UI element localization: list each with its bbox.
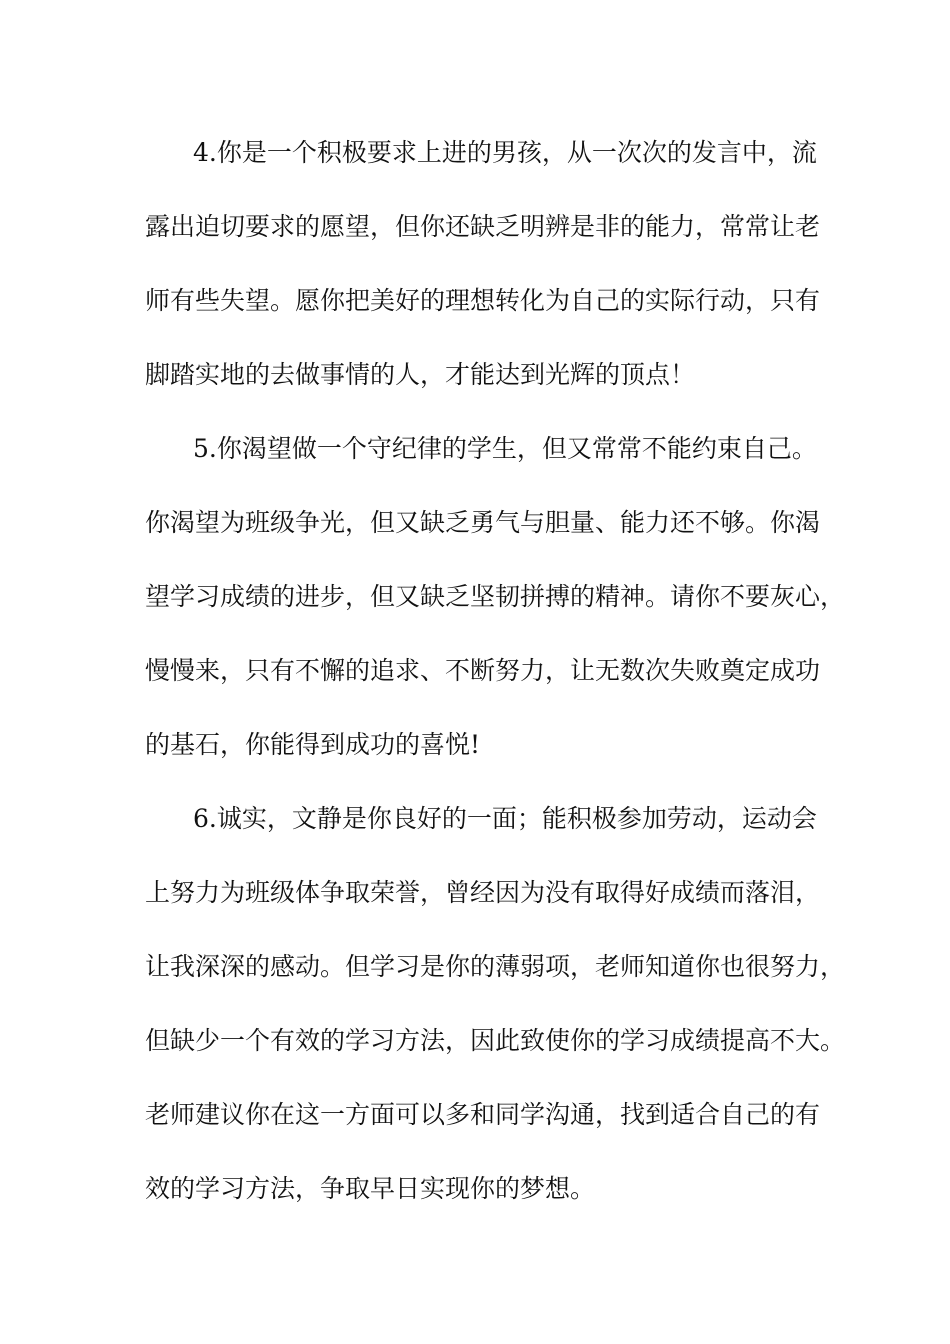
paragraph-line: 你渴望为班级争光，但又缺乏勇气与胆量、能力还不够。你渴	[145, 508, 821, 537]
paragraph-line: 望学习成绩的进步，但又缺乏坚韧拼搏的精神。请你不要灰心，	[145, 582, 846, 611]
paragraph-line: 上努力为班级体争取荣誉，曾经因为没有取得好成绩而落泪，	[145, 878, 821, 907]
paragraph-line: 老师建议你在这一方面可以多和同学沟通，找到适合自己的有	[145, 1100, 821, 1129]
paragraph-line: 6.诚实，文静是你良好的一面；能积极参加劳动，运动会	[193, 804, 817, 833]
paragraph-6	[145, 782, 846, 1226]
paragraph-line: 的基石，你能得到成功的喜悦!	[145, 730, 481, 759]
paragraph-line: 让我深深的感动。但学习是你的薄弱项，老师知道你也很努力，	[145, 952, 846, 981]
paragraph-line: 效的学习方法，争取早日实现你的梦想。	[145, 1174, 596, 1203]
paragraph-4	[145, 116, 821, 412]
paragraph-line: 5.你渴望做一个守纪律的学生，但又常常不能约束自己。	[193, 434, 817, 463]
paragraph-line: 师有些失望。愿你把美好的理想转化为自己的实际行动，只有	[145, 286, 821, 315]
paragraph-line: 但缺少一个有效的学习方法，因此致使你的学习成绩提高不大。	[145, 1026, 846, 1055]
paragraph-line: 慢慢来，只有不懈的追求、不断努力，让无数次失败奠定成功	[145, 656, 821, 685]
paragraph-line: 4.你是一个积极要求上进的男孩，从一次次的发言中，流	[193, 138, 817, 167]
document-body	[145, 116, 846, 1226]
paragraph-line: 脚踏实地的去做事情的人，才能达到光辉的顶点！	[145, 360, 696, 389]
paragraph-5	[145, 412, 846, 782]
paragraph-line: 露出迫切要求的愿望，但你还缺乏明辨是非的能力，常常让老	[145, 212, 821, 241]
